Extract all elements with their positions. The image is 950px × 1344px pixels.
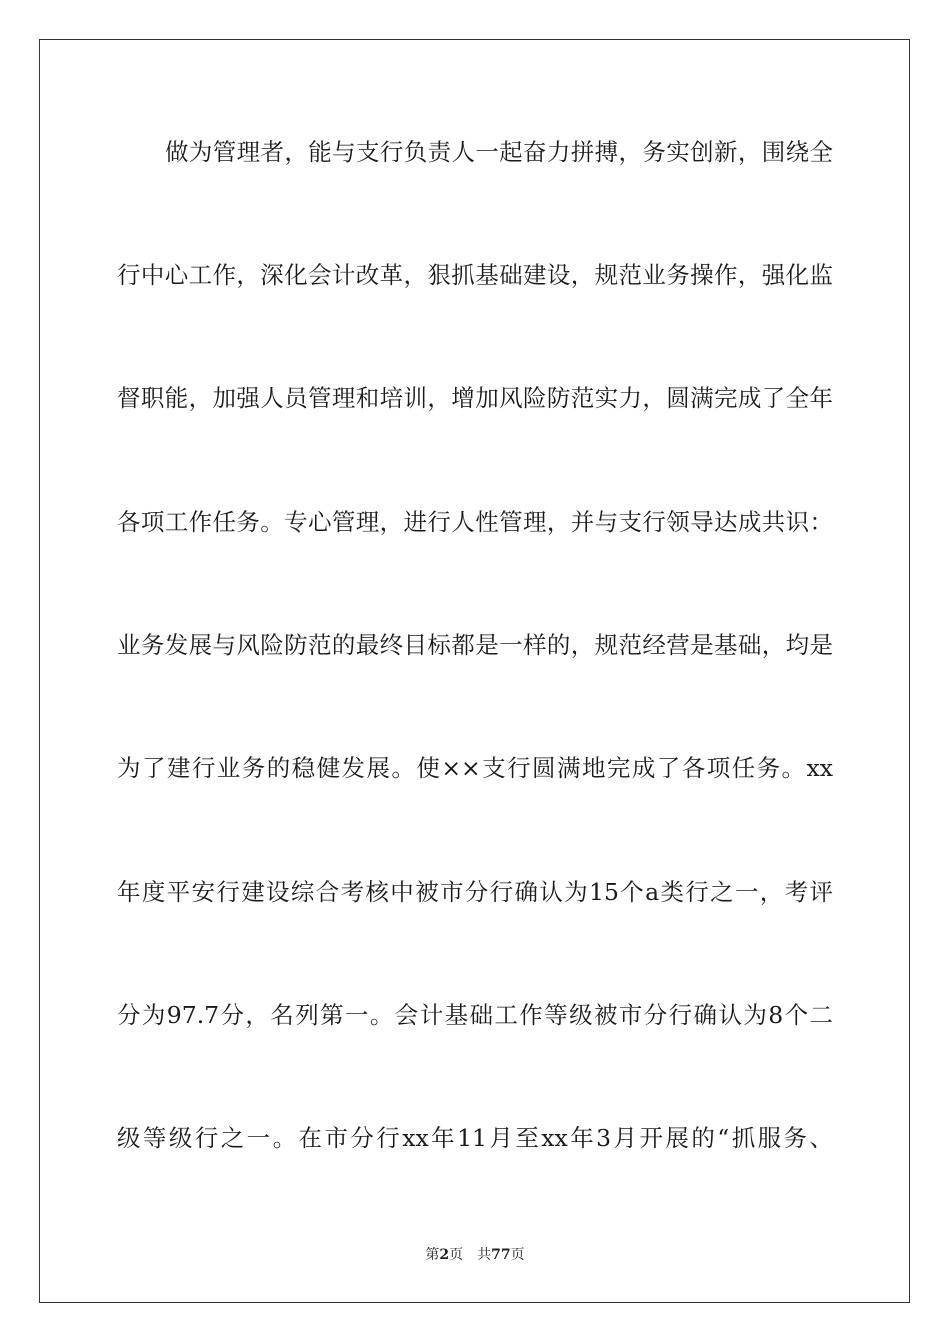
page-number: 2: [439, 1247, 450, 1263]
paragraph-line: 年度平安行建设综合考核中被市分行确认为15个a类行之一，考评: [117, 878, 833, 906]
total-pages: 77: [491, 1247, 511, 1263]
total-prefix: 共: [477, 1247, 492, 1263]
paragraph-line: 督职能，加强人员管理和培训，增加风险防范实力，圆满完成了全年: [117, 384, 833, 412]
page-prefix: 第: [425, 1247, 440, 1263]
page-unit: 页: [449, 1247, 464, 1263]
paragraph-line: 行中心工作，深化会计改革，狠抓基础建设，规范业务操作，强化监: [117, 261, 833, 289]
paragraph-line: 为了建行业务的稳健发展。使××支行圆满地完成了各项任务。xx: [117, 754, 833, 782]
paragraph-line: 业务发展与风险防范的最终目标都是一样的，规范经营是基础，均是: [117, 631, 833, 659]
paragraph-line: 分为97.7分，名列第一。会计基础工作等级被市分行确认为8个二: [117, 1001, 833, 1029]
paragraph-line: 做为管理者，能与支行负责人一起奋力拼搏，务实创新，围绕全: [165, 138, 833, 166]
page-footer: [0, 1245, 950, 1265]
total-unit: 页: [510, 1247, 525, 1263]
paragraph-line: 各项工作任务。专心管理，进行人性管理，并与支行领导达成共识：: [117, 508, 833, 536]
page-frame: [39, 39, 910, 1303]
paragraph-line: 级等级行之一。在市分行xx年11月至xx年3月开展的“抓服务、: [117, 1124, 833, 1152]
